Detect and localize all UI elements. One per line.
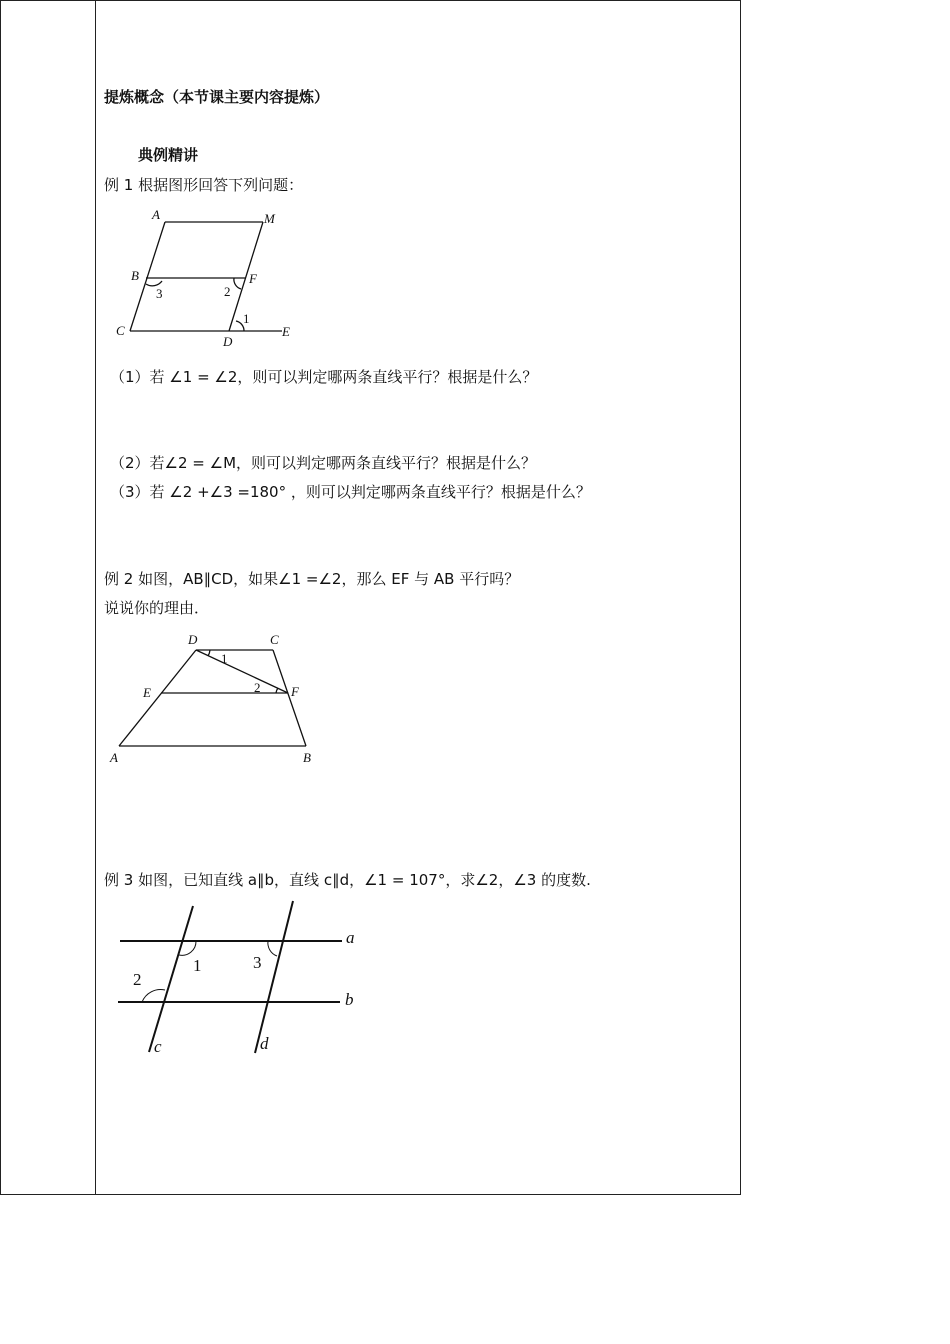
example1-question1: （1）若 ∠1 = ∠2，则可以判定哪两条直线平行？根据是什么？ bbox=[110, 368, 538, 386]
ex1-label: 2 bbox=[224, 284, 231, 299]
examples-heading: 典例精讲 bbox=[138, 146, 199, 164]
ex3-label: b bbox=[345, 990, 354, 1009]
ex3-label: c bbox=[154, 1037, 162, 1056]
ex2-label: 1 bbox=[221, 651, 228, 666]
ex1-label: 3 bbox=[156, 286, 163, 301]
ex2-label: C bbox=[270, 632, 279, 647]
ex2-label: A bbox=[110, 750, 118, 765]
section-title: 提炼概念（本节课主要内容提炼） bbox=[104, 88, 330, 106]
ex1-label: E bbox=[282, 324, 290, 339]
example1-question2: （2）若∠2 = ∠M，则可以判定哪两条直线平行？根据是什么？ bbox=[110, 454, 537, 472]
example1-intro: 例 1 根据图形回答下列问题： bbox=[104, 176, 304, 194]
example2-line1: 例 2 如图，AB∥CD，如果∠1 =∠2，那么 EF 与 AB 平行吗？ bbox=[104, 570, 520, 588]
ex3-label: 2 bbox=[133, 970, 142, 989]
ex2-label: E bbox=[143, 685, 151, 700]
ex2-label: D bbox=[188, 632, 198, 647]
ex1-label: F bbox=[249, 271, 257, 286]
ex1-label: 1 bbox=[243, 311, 250, 326]
ex1-label: M bbox=[264, 211, 275, 226]
ex3-label: d bbox=[260, 1034, 269, 1053]
example1-question3: （3）若 ∠2 +∠3 =180° ，则可以判定哪两条直线平行？根据是什么？ bbox=[110, 483, 591, 501]
ex2-label: F bbox=[291, 684, 299, 699]
ex3-label: a bbox=[346, 928, 355, 947]
ex1-label: B bbox=[131, 268, 139, 283]
ex3-label: 3 bbox=[253, 953, 262, 972]
ex3-label: 1 bbox=[193, 956, 202, 975]
ex1-label: A bbox=[152, 207, 160, 222]
example2-line2: 说说你的理由． bbox=[104, 599, 210, 617]
ex1-label: C bbox=[116, 323, 125, 338]
example3-line1: 例 3 如图，已知直线 a∥b，直线 c∥d，∠1 = 107°，求∠2，∠3 的度数. bbox=[104, 871, 591, 889]
ex1-label: D bbox=[223, 334, 233, 349]
ex2-label: 2 bbox=[254, 680, 261, 695]
ex2-label: B bbox=[303, 750, 311, 765]
